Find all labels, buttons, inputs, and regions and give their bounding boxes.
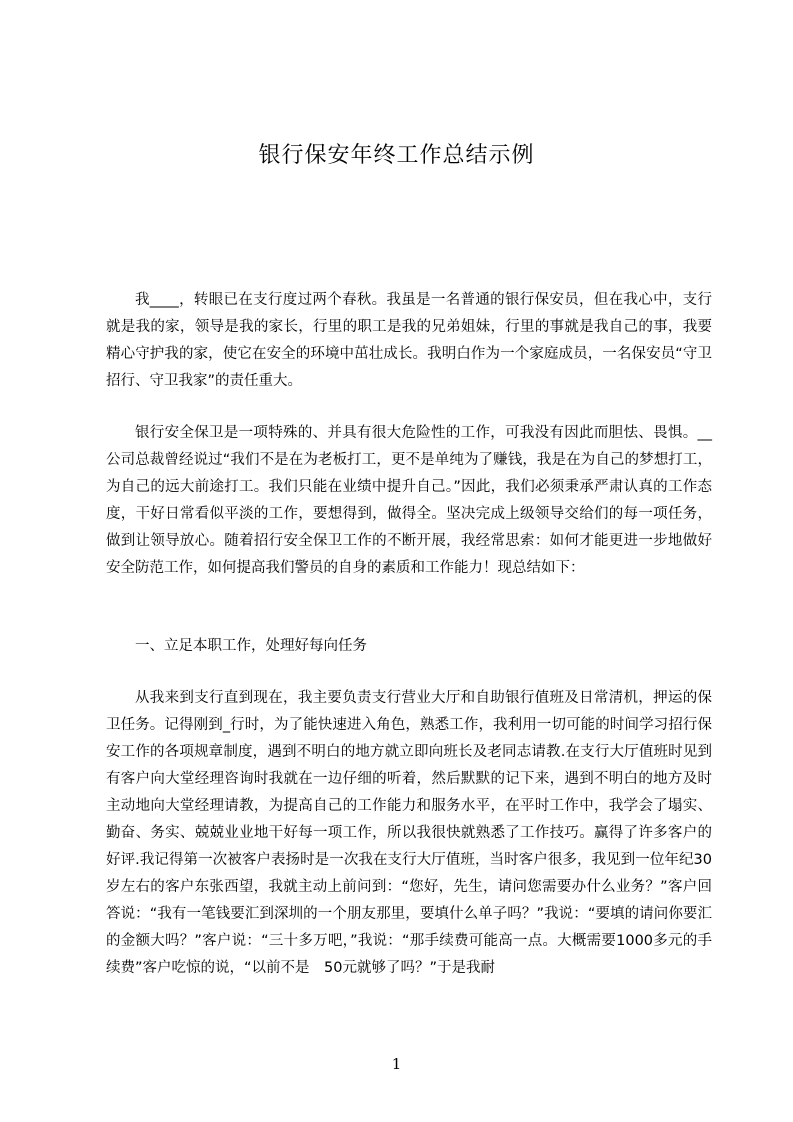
page-number: 1 xyxy=(391,1055,402,1073)
document-title: 银行保安年终工作总结示例 xyxy=(258,143,535,168)
section-heading: 一、立足本职工作，处理好每向任务 xyxy=(135,638,367,654)
security-work-paragraph: 银行安全保卫是一项特殊的、并具有很大危险性的工作，可我没有因此而胆怯、畏惧。__公司总裁曾经说过“我们不是在为老板打工，更不是单纯为了赚钱，我是在为自己的梦想打工，为自己的远大前途打工。我们只能在业绩中提升自己。”因此，我们必须秉承严肃认真的工作态度，干好日常看似平淡的工作，要想得到，做得全。坚决完成上级领导交给们的每一项任务，做到让领导放心。随着招行安全保卫工作的不断开展，我经常思索：如何才能更进一步地做好安全防范工作，如何提高我们警员的自身的素质和工作能力！现总结如下： xyxy=(106,425,712,576)
section-paragraph: 从我来到支行直到现在，我主要负责支行营业大厅和自助银行值班及日常清机，押运的保卫任务。记得刚到_行时，为了能快速进入角色，熟悉工作，我利用一切可能的时间学习招行保安工作的各项规章制度，遇到不明白的地方就立即向班长及老同志请教.在支行大厅值班时见到有客户向大堂经理咨询时我就在一边仔细的听着，然后默默的记下来，遇到不明白的地方及时主动地向大堂经理请教，为提高自己的工作能力和服务水平，在平时工作中，我学会了塌实、勤奋、务实、兢兢业业地干好每一项工作，所以我很快就熟悉了工作技巧。赢得了许多客户的好评.我记得第一次被客户表扬时是一次我在支行大厅值班，当时客户很多，我见到一位年纪30岁左右的客户东张西望，我就主动上前问到：“您好，先生，请问您需要办什么业务？”客户回答说：“我有一笔钱要汇到深圳的一个朋友那里，要填什么单子吗？”我说：“要填的请问你要汇的金额大吗？”客户说：“三十多万吧，”我说：“那手续费可能高一点。大概需要1000多元的手续费”客户吃惊的说，“以前不是 50元就够了吗？”于是我耐 xyxy=(106,690,712,976)
intro-paragraph: 我____，转眼已在支行度过两个春秋。我虽是一名普通的银行保安员，但在我心中，支行就是我的家，领导是我的家长，行里的职工是我的兄弟姐妹，行里的事就是我自己的事，我要精心守护我的家，使它在安全的环境中茁壮成长。我明白作为一个家庭成员，一名保安员“守卫招行、守卫我家”的责任重大。 xyxy=(106,292,712,389)
